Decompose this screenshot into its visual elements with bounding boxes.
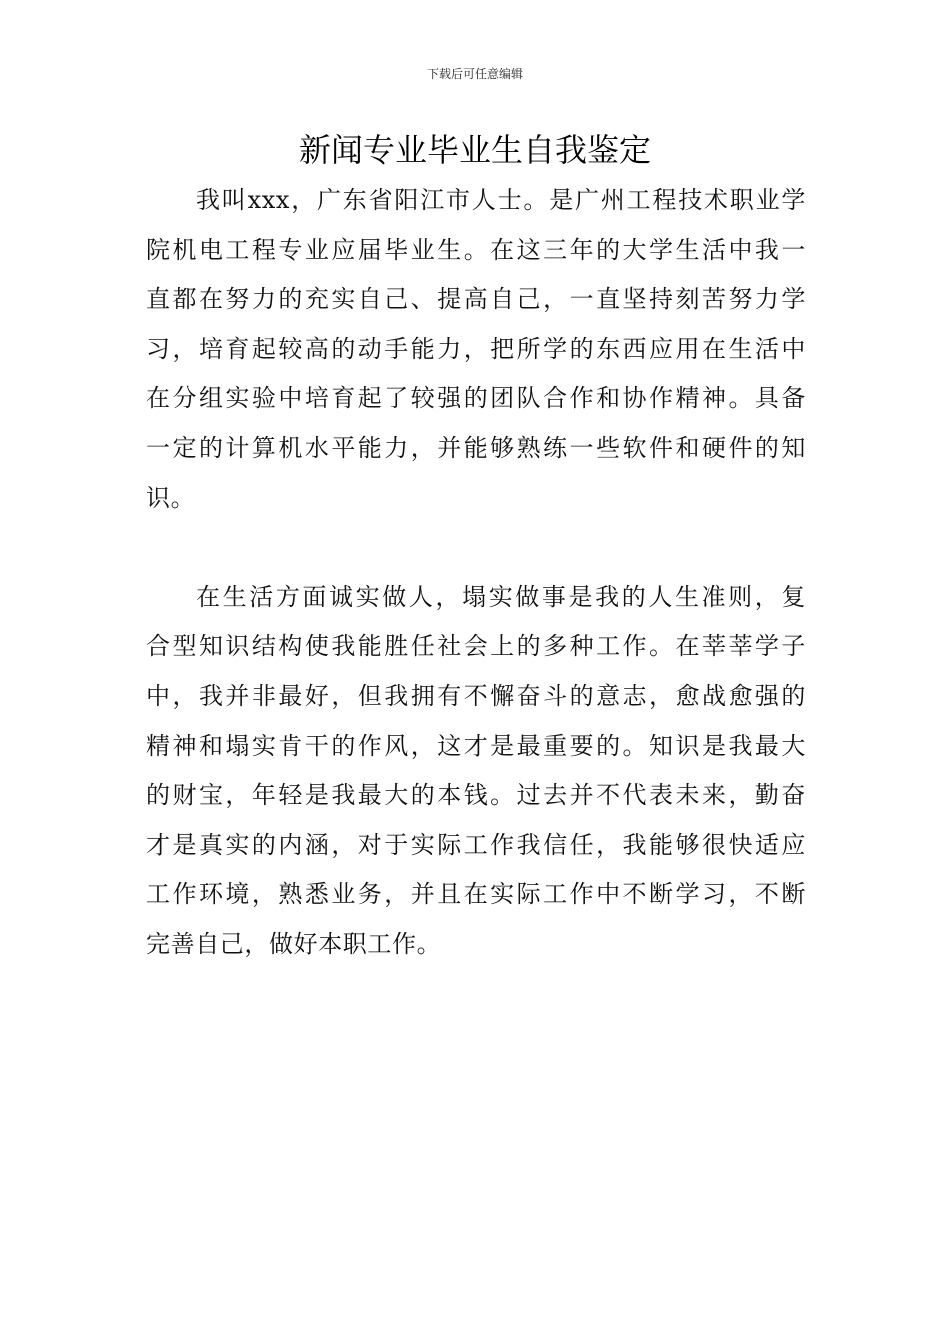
paragraph-2-line: 中，我并非最好，但我拥有不懈奋斗的意志，愈战愈强的 bbox=[146, 681, 806, 710]
paragraph-1-line: 识。 bbox=[146, 483, 196, 512]
paragraph-1-line: 一定的计算机水平能力，并能够熟练一些软件和硬件的知 bbox=[146, 433, 806, 462]
header-note: 下载后可任意编辑 bbox=[426, 67, 523, 81]
document-body bbox=[146, 176, 806, 970]
document-title: 新闻专业毕业生自我鉴定 bbox=[298, 131, 651, 169]
paragraph-2-line: 完善自己，做好本职工作。 bbox=[146, 929, 442, 958]
paragraph-1 bbox=[146, 176, 806, 523]
paragraph-2-line: 精神和塌实肯干的作风，这才是最重要的。知识是我最大 bbox=[146, 731, 806, 760]
paragraph-1-line: 直都在努力的充实自己、提高自己，一直坚持刻苦努力学 bbox=[146, 285, 806, 314]
paragraph-2-line: 才是真实的内涵，对于实际工作我信任，我能够很快适应 bbox=[146, 830, 806, 859]
paragraph-1-line: 院机电工程专业应届毕业生。在这三年的大学生活中我一 bbox=[146, 235, 806, 264]
paragraph-1-line: 我叫xxx，广东省阳江市人士。是广州工程技术职业学 bbox=[196, 186, 806, 214]
paragraph-2-line: 工作环境，熟悉业务，并且在实际工作中不断学习，不断 bbox=[146, 880, 806, 909]
paragraph-2-line: 在生活方面诚实做人，塌实做事是我的人生准则，复 bbox=[196, 582, 806, 611]
paragraph-1-line: 习，培育起较高的动手能力，把所学的东西应用在生活中 bbox=[146, 334, 806, 363]
paragraph-2-line: 合型知识结构使我能胜任社会上的多种工作。在莘莘学子 bbox=[146, 632, 806, 661]
paragraph-2-line: 的财宝，年轻是我最大的本钱。过去并不代表未来，勤奋 bbox=[146, 781, 806, 810]
paragraph-1-line: 在分组实验中培育起了较强的团队合作和协作精神。具备 bbox=[146, 384, 806, 413]
paragraph-2 bbox=[146, 573, 806, 970]
paragraph-spacer bbox=[146, 523, 806, 573]
